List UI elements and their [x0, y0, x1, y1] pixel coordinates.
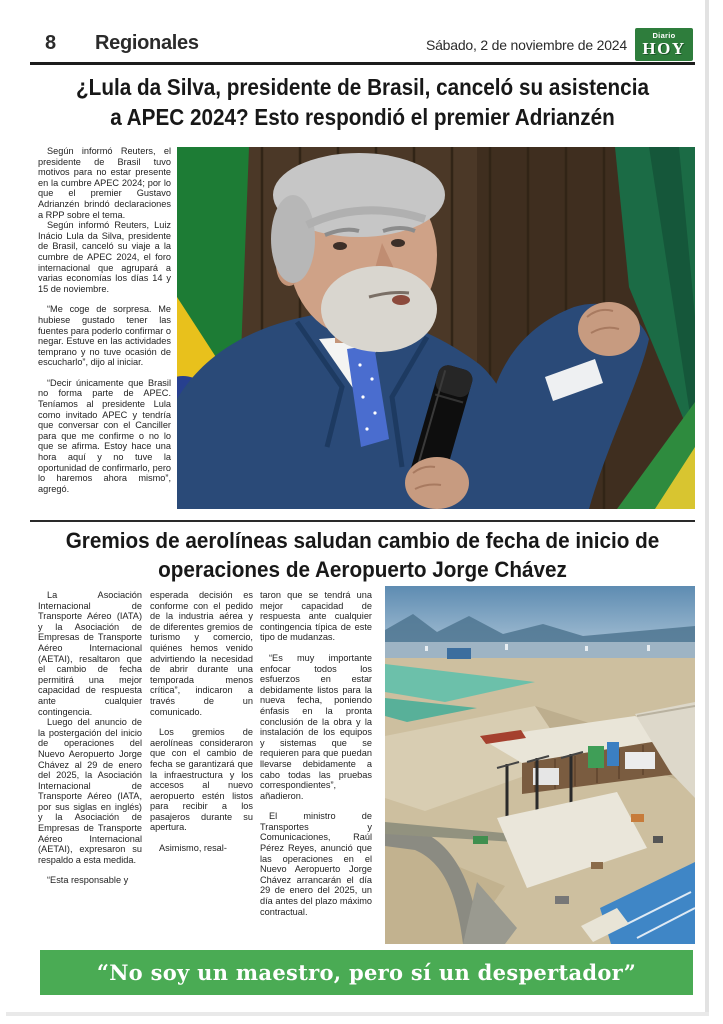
beard [321, 266, 437, 352]
article1-paragraph: Según informó Reuters, el presidente de Brasil tuvo motivos para no estar presente en la cumbre APEC 2024; por lo que el premier Gustavo Adrianzén brindó declaraciones a RPP sobre el tema. [38, 146, 171, 220]
diario-hoy-logo [635, 28, 693, 61]
page-edge-shadow-bottom [6, 1012, 709, 1016]
hand [405, 457, 469, 509]
quote-text: “No soy un maestro, pero sí un despertador” [96, 960, 637, 985]
article1-paragraph: “Decir únicamente que Brasil no forma parte de APEC. Teníamos al presidente Lula como invitado APEC y tendría que conversar con el Canciller para que me confirme o no lo que se afirma. Estoy hace una hora aquí y no tuve la oportunidad de confirmarlo, pero lo haremos ahora mismo”, agregó. [38, 377, 171, 494]
article1-paragraph: Según informó Reuters, Luiz Inácio Lula da Silva, presidente de Brasil, canceló su viaje a la cumbre de APEC 2024, el foro internacional que agrupará a varias economías los días 14 y 15 de noviembre. [38, 220, 171, 294]
article1-headline-line2: a APEC 2024? Esto respondió el premier Adrianzén [110, 104, 615, 130]
article2-headline-line1: Gremios de aerolíneas saludan cambio de fecha de inicio de [65, 528, 660, 553]
logo-main-text: HOY [642, 39, 686, 58]
mouth [392, 295, 410, 305]
article1-headline-line1: ¿Lula da Silva, presidente de Brasil, canceló su asistencia [76, 74, 649, 100]
article2-paragraph: taron que se tendrá una mejor capacidad de respuesta ante cualquier contingencia típica de este tipo de mudanzas. [260, 590, 372, 643]
article2-headline [30, 526, 695, 584]
article2-column-1 [38, 590, 142, 944]
article1-column [38, 146, 171, 514]
article2-paragraph: “Esta responsable y [47, 875, 129, 886]
article1-headline [30, 72, 695, 132]
article2-paragraph: Los gremios de aerolíneas consideraron que con el cambio de fecha se garantizará que la infraestructura y los accesos al nuevo aeropuerto estén listos para recibir a los pasajeros durante su apertura. [150, 727, 253, 833]
edition-date: Sábado, 2 de noviembre de 2024 [425, 37, 627, 53]
quote-banner [40, 950, 693, 995]
article2-paragraph: El ministro de Transportes y Comunicaciones, Raúl Pérez Reyes, anunció que las operaciones en el Nuevo Aeropuerto Jorge Chávez arrancarán el día 29 de enero del 2025, un día antes del plazo máximo contractual. [260, 811, 372, 917]
airport-photo [385, 586, 695, 944]
article-divider [30, 520, 695, 522]
article2-paragraph: Luego del anuncio de la postergación del inicio de operaciones del Nuevo Aeropuerto Jorge Chávez al 29 de enero del 2025, la Asociación Internacional de Transporte Aéreo (IATA, por sus siglas en inglés) y la Asociación de Empresas de Transporte Aéreo Internacional (AETAI), expresaron su respaldo a esta medida. [38, 717, 142, 865]
article2-headline-line2: operaciones de Aeropuerto Jorge Chávez [158, 557, 567, 582]
page-edge-shadow-right [705, 0, 709, 1015]
article2-paragraph: esperada decisión es conforme con el pedido de la industria aérea y de diferentes gremios de turismo y comercio, quiénes hemos venido advirtiendo la necesidad de abrir durante una temporada menos crítica”, indicaron a través de un comunicado. [150, 590, 253, 717]
article2-column-2 [150, 590, 253, 944]
page-number: 8 [45, 32, 57, 54]
article2-paragraph: La Asociación Internacional de Transporte Aéreo (IATA) y la Asociación de Empresas de Transporte Aéreo Internacional (AETAI), resaltaron que el cambio de fecha permitirá una mejor capacidad de respuesta ante cualquier contingencia. [38, 590, 142, 717]
lula-photo [177, 147, 695, 509]
header-divider [30, 62, 695, 65]
section-title: Regionales [95, 32, 199, 54]
article2-paragraph: “Es muy importante enfocar todos los esfuerzos en estar debidamente listos para la nueva fecha, poniendo énfasis en la pronta conclusión de la obra y la instalación de los equipos y sistemas que se requieren para que puedan llevarse debidamente a cabo todas las pruebas correspondientes”, añadieron. [260, 652, 372, 801]
hangar [447, 648, 471, 659]
logo-top-text: Diario [652, 31, 676, 40]
article2-column-3 [260, 590, 372, 944]
article2-paragraph: Asimismo, resal- [159, 843, 227, 854]
article1-paragraph: “Me coge de sorpresa. Me hubiese gustado tener las fuentes para poderlo confirmar o negar. Estuve en las actividades temprano y no tuve ocasión de escucharlo”, dijo al iniciar. [38, 304, 171, 368]
